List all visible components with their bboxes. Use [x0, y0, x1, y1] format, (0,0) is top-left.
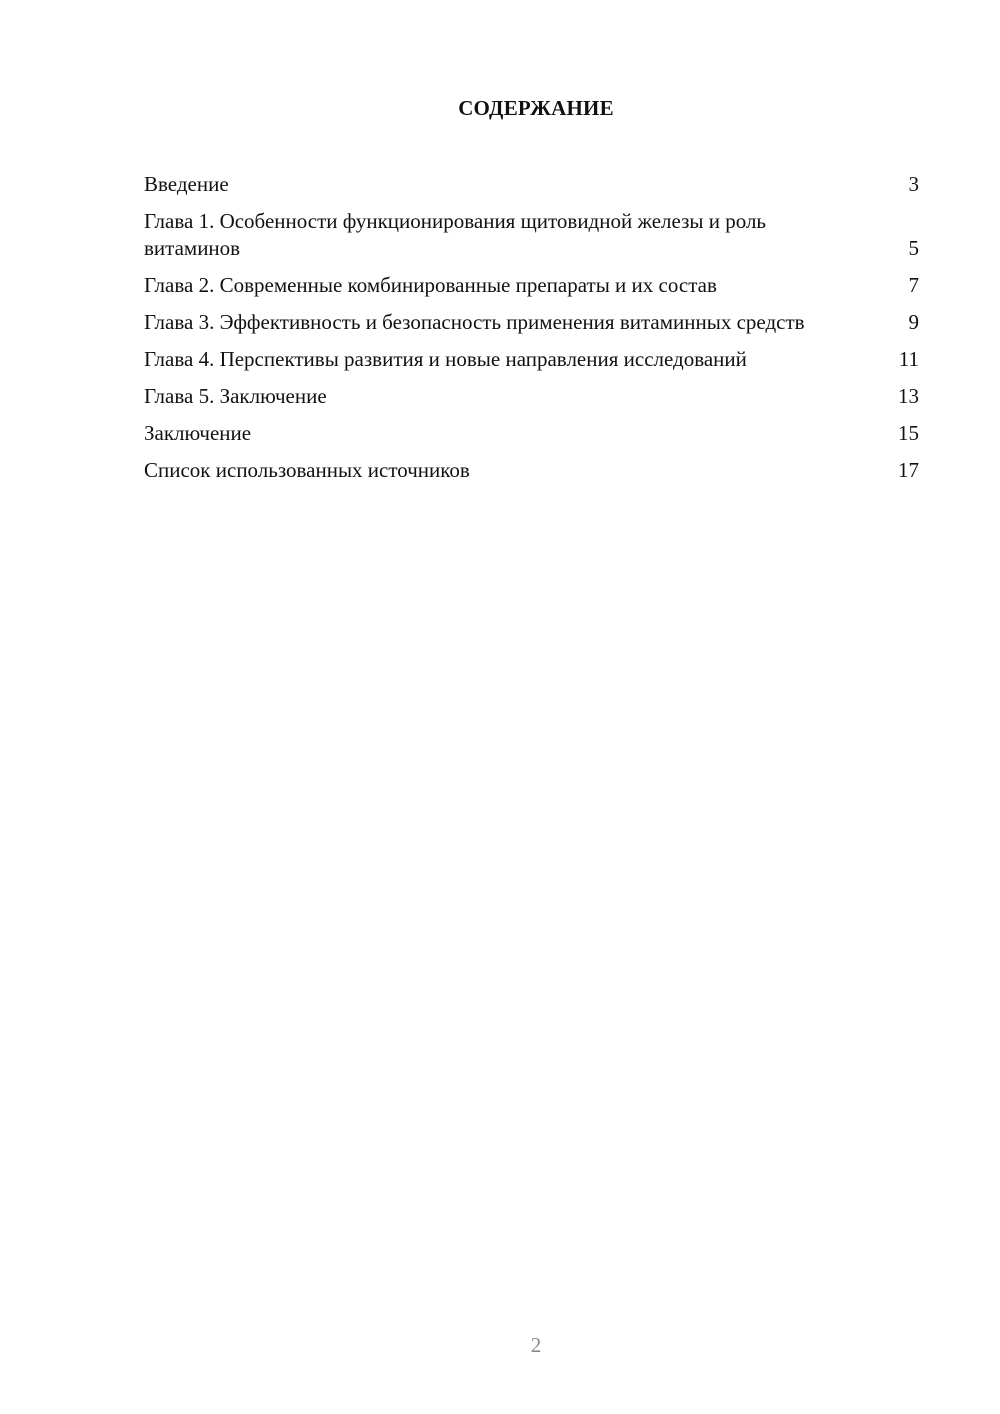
table-of-contents: [144, 171, 919, 494]
toc-entry-title: Глава 1. Особенности функционирования щитовидной железы и роль витаминов: [144, 209, 767, 260]
toc-entry-page: 11: [898, 347, 919, 371]
toc-entry-page: 7: [908, 273, 919, 297]
page-number: 2: [530, 1333, 542, 1357]
toc-entry: [144, 420, 919, 447]
toc-entry-title: Глава 3. Эффективность и безопасность применения витаминных средств: [144, 310, 805, 334]
toc-entry: [144, 208, 919, 262]
toc-entry: [144, 171, 919, 198]
toc-entry-title: Глава 4. Перспективы развития и новые направления исследований: [144, 347, 747, 371]
toc-entry: [144, 272, 919, 299]
toc-heading: СОДЕРЖАНИЕ: [458, 96, 614, 120]
toc-entry: [144, 457, 919, 484]
toc-entry: [144, 346, 919, 373]
toc-entry-title: Список использованных источников: [144, 458, 470, 482]
toc-entry-title: Глава 5. Заключение: [144, 384, 327, 408]
toc-entry-page: 5: [908, 236, 919, 260]
toc-entry-title: Заключение: [144, 421, 252, 445]
toc-entry-title: Введение: [144, 172, 229, 196]
toc-entry-title: Глава 2. Современные комбинированные препараты и их состав: [144, 273, 717, 297]
toc-entry-page: 9: [908, 310, 919, 334]
toc-entry-page: 17: [898, 458, 919, 482]
toc-entry-page: 15: [898, 421, 919, 445]
toc-entry-page: 13: [898, 384, 919, 408]
toc-entry-page: 3: [908, 172, 919, 196]
toc-entry: [144, 383, 919, 410]
toc-entry: [144, 309, 919, 336]
